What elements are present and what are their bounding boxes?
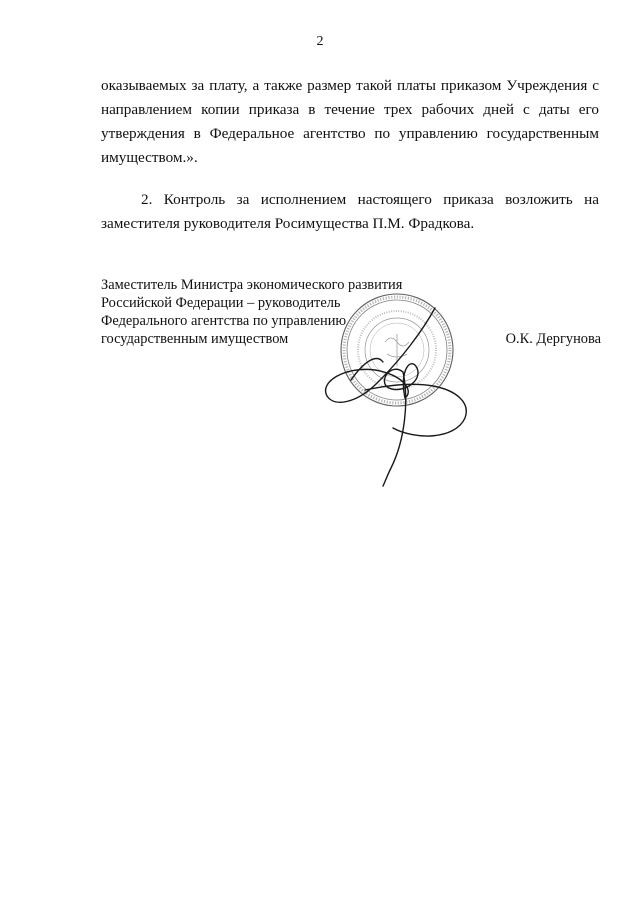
- signature-block: [101, 276, 601, 348]
- signer-title-line-4: государственным имуществом: [101, 331, 289, 347]
- paragraph-continuation: оказываемых за плату, а также размер такой платы приказом Учреждения с направлением копии приказа в течение трех рабочих дней с даты его утверждения в Федеральное агентство по управлению государственным имуществом.».: [101, 77, 599, 166]
- signer-title-line-2: Российской Федерации – руководитель: [101, 295, 341, 311]
- signer-title-line-3: Федерального агентства по управлению: [101, 313, 347, 329]
- signer-name: О.К. Дергунова: [505, 331, 601, 347]
- paragraph-item-2: 2. Контроль за исполнением настоящего приказа возложить на заместителя руководителя Росимущества П.М. Фрадкова.: [101, 191, 599, 232]
- document-body: [101, 74, 599, 236]
- signer-title-line-1: Заместитель Министра экономического развития: [101, 277, 403, 293]
- page-number: 2: [316, 34, 324, 49]
